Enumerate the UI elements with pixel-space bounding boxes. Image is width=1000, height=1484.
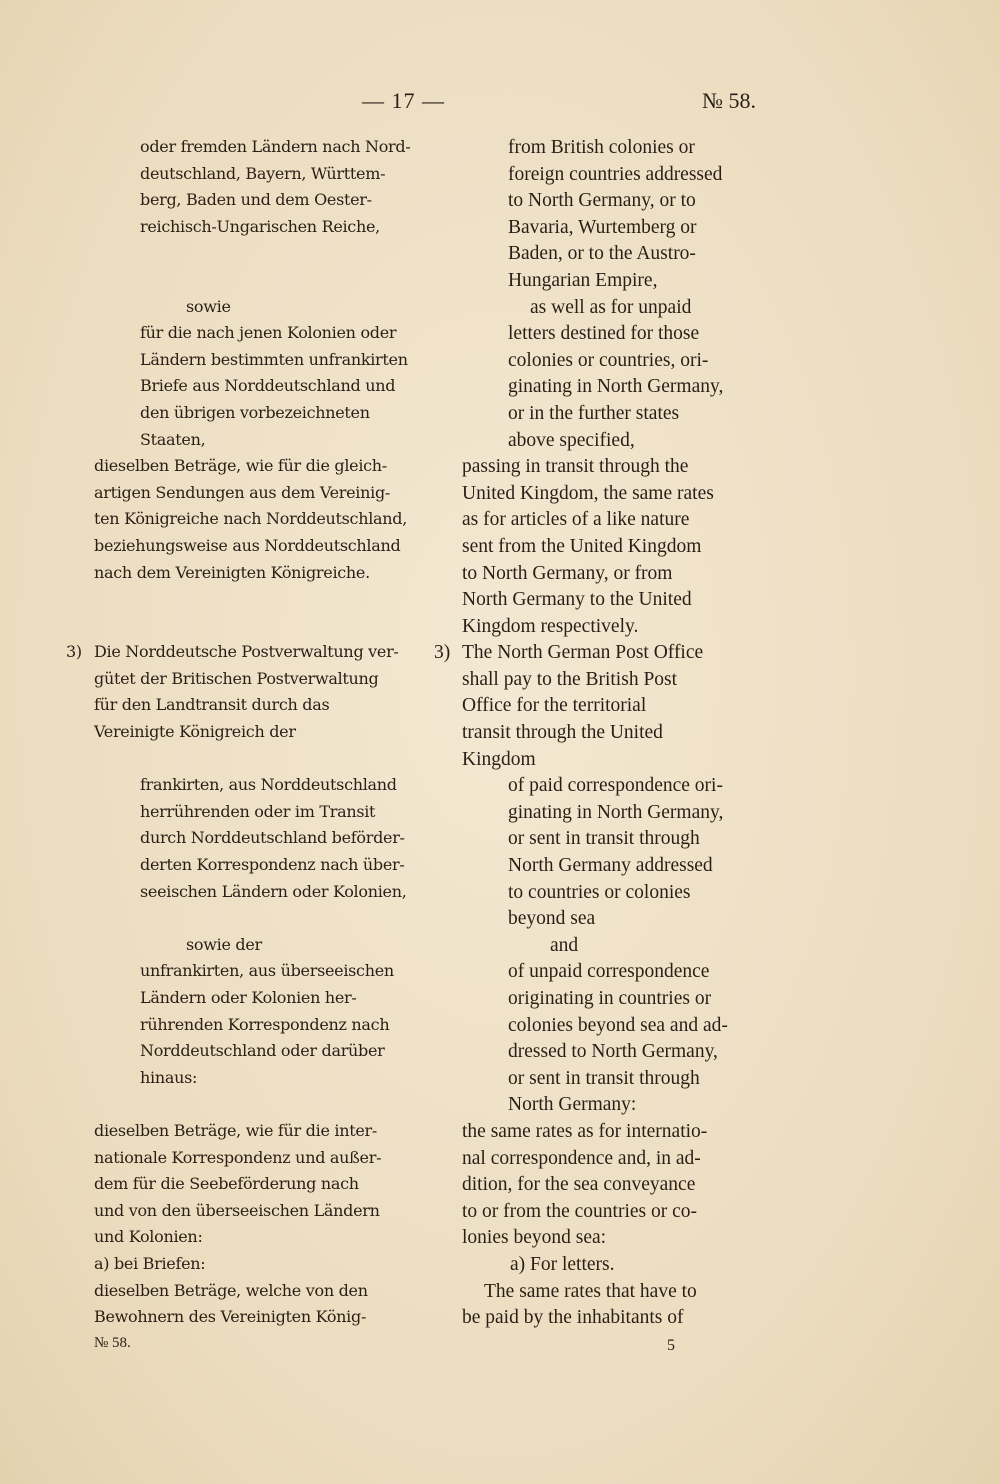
page-header xyxy=(0,88,1000,128)
line-text: ginating in North Germany, xyxy=(508,801,724,823)
line-text: Staaten, xyxy=(140,429,206,449)
line-text: North Germany to the United xyxy=(462,589,692,611)
line-text: beziehungsweise aus Norddeutschland xyxy=(94,535,401,555)
line-text: den übrigen vorbezeichneten xyxy=(140,402,370,422)
line-text: Norddeutschland oder darüber xyxy=(140,1041,385,1061)
line-text: berg, Baden und dem Oester- xyxy=(140,190,372,210)
line-text: für den Landtransit durch das xyxy=(94,695,330,715)
line-text: Bewohnern des Vereinigten König- xyxy=(94,1307,367,1327)
german-text-line xyxy=(94,1038,412,1065)
german-text-line xyxy=(94,1145,412,1172)
line-text: letters destined for those xyxy=(508,323,700,345)
line-text: to North Germany, or to xyxy=(508,190,696,212)
line-text: United Kingdom, the same rates xyxy=(462,482,714,504)
line-text: Baden, or to the Austro- xyxy=(508,243,696,265)
english-text-line xyxy=(462,241,772,268)
line-text: oder fremden Ländern nach Nord- xyxy=(140,137,411,156)
english-text-line xyxy=(462,720,772,747)
line-text: rührenden Korrespondenz nach xyxy=(140,1014,390,1034)
document-number: № 58. xyxy=(702,88,756,113)
german-text-line xyxy=(94,1012,412,1039)
english-text-line xyxy=(462,428,772,455)
line-text: colonies or countries, ori- xyxy=(508,349,709,371)
german-text-line xyxy=(94,373,412,400)
line-text: Hungarian Empire, xyxy=(508,269,658,291)
line-text: transit through the United xyxy=(462,722,663,744)
german-text-line xyxy=(94,772,412,799)
german-text-line xyxy=(94,1198,412,1225)
line-text: hinaus: xyxy=(140,1067,198,1087)
line-text: a) bei Briefen: xyxy=(94,1253,206,1273)
line-text: Kingdom respectively. xyxy=(462,615,639,637)
line-text: Die Norddeutsche Postverwaltung ver- xyxy=(94,642,399,662)
german-text-line xyxy=(94,879,412,906)
german-text-line xyxy=(66,639,412,666)
german-text-line xyxy=(94,1278,412,1305)
german-text-line xyxy=(94,613,412,640)
english-text-line xyxy=(462,880,772,907)
german-text-line xyxy=(94,1224,412,1251)
english-text-line xyxy=(462,268,772,295)
line-text: or sent in transit through xyxy=(508,828,700,850)
english-text-line xyxy=(462,587,772,614)
english-text-line xyxy=(462,374,772,401)
line-text: Ländern oder Kolonien her- xyxy=(140,988,357,1007)
line-text: nach dem Vereinigten Königreiche. xyxy=(94,562,370,582)
german-text-line xyxy=(94,427,412,454)
german-text-line xyxy=(94,666,412,693)
line-text: reichisch-Ungarischen Reiche, xyxy=(140,216,380,236)
english-text-line xyxy=(462,454,772,481)
english-text-column xyxy=(434,135,772,1332)
german-text-line xyxy=(94,214,412,241)
line-text: derten Korrespondenz nach über- xyxy=(140,855,405,875)
line-text: a) For letters. xyxy=(510,1253,615,1275)
line-text: Vereinigte Königreich der xyxy=(94,722,296,742)
english-text-line xyxy=(462,959,772,986)
english-text-line xyxy=(462,534,772,561)
line-text: Bavaria, Wurtemberg or xyxy=(508,216,697,238)
line-text: to countries or colonies xyxy=(508,881,691,903)
line-text: lonies beyond sea: xyxy=(462,1227,607,1249)
german-text-line xyxy=(94,958,412,985)
german-text-line xyxy=(94,533,412,560)
line-text: shall pay to the British Post xyxy=(462,668,678,690)
paragraph-number: 3) xyxy=(66,642,82,662)
line-text: foreign countries addressed xyxy=(508,163,723,185)
german-text-line xyxy=(94,799,412,826)
line-text: gütet der Britischen Postverwaltung xyxy=(94,668,379,688)
english-text-line xyxy=(462,1146,772,1173)
line-text: as well as for unpaid xyxy=(530,296,692,318)
german-text-line xyxy=(94,905,412,932)
german-text-line xyxy=(94,294,412,321)
line-text: as for articles of a like nature xyxy=(462,509,690,531)
line-text: Ländern bestimmten unfrankirten xyxy=(140,349,408,369)
line-text: dem für die Seebeförderung nach xyxy=(94,1174,359,1194)
english-text-line xyxy=(462,693,772,720)
english-text-line xyxy=(462,348,772,375)
line-text: nal correspondence and, in ad- xyxy=(462,1147,701,1169)
english-text-line xyxy=(462,853,772,880)
line-text: ginating in North Germany, xyxy=(508,376,724,398)
line-text: Office for the territorial xyxy=(462,695,647,717)
line-text: sowie der xyxy=(186,934,262,954)
english-text-line xyxy=(462,561,772,588)
english-text-line xyxy=(462,667,772,694)
german-text-column xyxy=(66,134,412,1331)
line-text: to or from the countries or co- xyxy=(462,1200,698,1222)
german-text-line xyxy=(94,825,412,852)
line-text: above specified, xyxy=(508,429,635,451)
line-text: the same rates as for internatio- xyxy=(462,1120,708,1142)
line-text: und Kolonien: xyxy=(94,1227,203,1247)
german-text-line xyxy=(94,985,412,1012)
line-text: from British colonies or xyxy=(508,137,695,158)
line-text: to North Germany, or from xyxy=(462,562,673,584)
german-text-line xyxy=(94,746,412,773)
line-text: seeischen Ländern oder Kolonien, xyxy=(140,881,407,901)
line-text: artigen Sendungen aus dem Vereinig- xyxy=(94,482,390,502)
german-text-line xyxy=(94,1091,412,1118)
english-text-line xyxy=(462,1013,772,1040)
german-text-line xyxy=(94,719,412,746)
english-text-line xyxy=(462,1252,772,1279)
english-text-line xyxy=(462,295,772,322)
english-text-line xyxy=(462,1066,772,1093)
line-text: herrührenden oder im Transit xyxy=(140,801,376,821)
german-text-line xyxy=(94,187,412,214)
german-text-line xyxy=(94,453,412,480)
footer-signature-mark: 5 xyxy=(667,1337,675,1354)
german-text-line xyxy=(94,1304,412,1331)
line-text: dieselben Beträge, wie für die inter- xyxy=(94,1120,377,1140)
line-text: passing in transit through the xyxy=(462,456,689,478)
english-text-line xyxy=(462,1039,772,1066)
line-text: Kingdom xyxy=(462,748,536,770)
line-text: North Germany: xyxy=(508,1094,637,1116)
line-text: dieselben Beträge, wie für die gleich- xyxy=(94,456,387,476)
english-text-line xyxy=(462,321,772,348)
english-text-line xyxy=(462,481,772,508)
german-text-line xyxy=(94,506,412,533)
english-text-line xyxy=(462,614,772,641)
german-text-line xyxy=(94,1065,412,1092)
english-text-line xyxy=(462,135,772,162)
line-text: dressed to North Germany, xyxy=(508,1041,718,1063)
english-text-line xyxy=(462,1119,772,1146)
line-text: of paid correspondence ori- xyxy=(508,775,723,797)
line-text: The North German Post Office xyxy=(462,642,704,664)
english-text-line xyxy=(462,1305,772,1332)
german-text-line xyxy=(94,852,412,879)
english-text-line xyxy=(462,773,772,800)
english-text-line xyxy=(462,215,772,242)
line-text: and xyxy=(550,934,579,956)
line-text: dieselben Beträge, welche von den xyxy=(94,1280,368,1300)
line-text: nationale Korrespondenz und außer- xyxy=(94,1147,382,1167)
line-text: colonies beyond sea and ad- xyxy=(508,1014,728,1036)
english-text-line xyxy=(462,933,772,960)
line-text: frankirten, aus Norddeutschland xyxy=(140,775,397,795)
line-text: The same rates that have to xyxy=(484,1280,697,1302)
german-text-line xyxy=(94,347,412,374)
line-text: originating in countries or xyxy=(508,988,712,1009)
line-text: deutschland, Bayern, Württem- xyxy=(140,163,386,183)
english-text-line xyxy=(462,1172,772,1199)
line-text: Briefe aus Norddeutschland und xyxy=(140,376,396,396)
line-text: unfrankirten, aus überseeischen xyxy=(140,961,394,981)
german-text-line xyxy=(94,400,412,427)
german-text-line xyxy=(94,560,412,587)
german-text-line xyxy=(94,586,412,613)
german-text-line xyxy=(94,134,412,161)
english-text-line xyxy=(462,162,772,189)
german-text-line xyxy=(94,692,412,719)
line-text: or in the further states xyxy=(508,402,680,424)
english-text-line xyxy=(462,747,772,774)
line-text: beyond sea xyxy=(508,908,596,930)
english-text-line xyxy=(462,507,772,534)
line-text: ten Königreiche nach Norddeutschland, xyxy=(94,509,407,529)
german-text-line xyxy=(94,240,412,267)
line-text: und von den überseeischen Ländern xyxy=(94,1200,380,1220)
german-text-line xyxy=(94,1171,412,1198)
english-text-line xyxy=(462,1199,772,1226)
line-text: or sent in transit through xyxy=(508,1067,700,1089)
german-text-line xyxy=(94,1118,412,1145)
english-text-line xyxy=(462,1279,772,1306)
line-text: North Germany addressed xyxy=(508,855,713,877)
english-text-line xyxy=(434,640,772,667)
german-text-line xyxy=(94,932,412,959)
english-text-line xyxy=(462,986,772,1013)
german-text-line xyxy=(94,161,412,188)
english-text-line xyxy=(462,800,772,827)
german-text-line xyxy=(94,1251,412,1278)
footer-document-number: № 58. xyxy=(94,1335,131,1351)
line-text: of unpaid correspondence xyxy=(508,961,710,983)
english-text-line xyxy=(462,826,772,853)
line-text: für die nach jenen Kolonien oder xyxy=(140,323,397,343)
line-text: dition, for the sea conveyance xyxy=(462,1174,696,1196)
english-text-line xyxy=(462,1092,772,1119)
english-text-line xyxy=(462,401,772,428)
english-text-line xyxy=(462,188,772,215)
english-text-line xyxy=(462,1225,772,1252)
page-number: — 17 — xyxy=(362,88,445,113)
german-text-line xyxy=(94,267,412,294)
german-text-line xyxy=(94,480,412,507)
german-text-line xyxy=(94,320,412,347)
line-text: sent from the United Kingdom xyxy=(462,535,702,557)
paragraph-number: 3) xyxy=(434,642,451,664)
line-text: sowie xyxy=(186,296,231,316)
line-text: durch Norddeutschland beförder- xyxy=(140,828,405,848)
english-text-line xyxy=(462,906,772,933)
line-text: be paid by the inhabitants of xyxy=(462,1307,684,1329)
